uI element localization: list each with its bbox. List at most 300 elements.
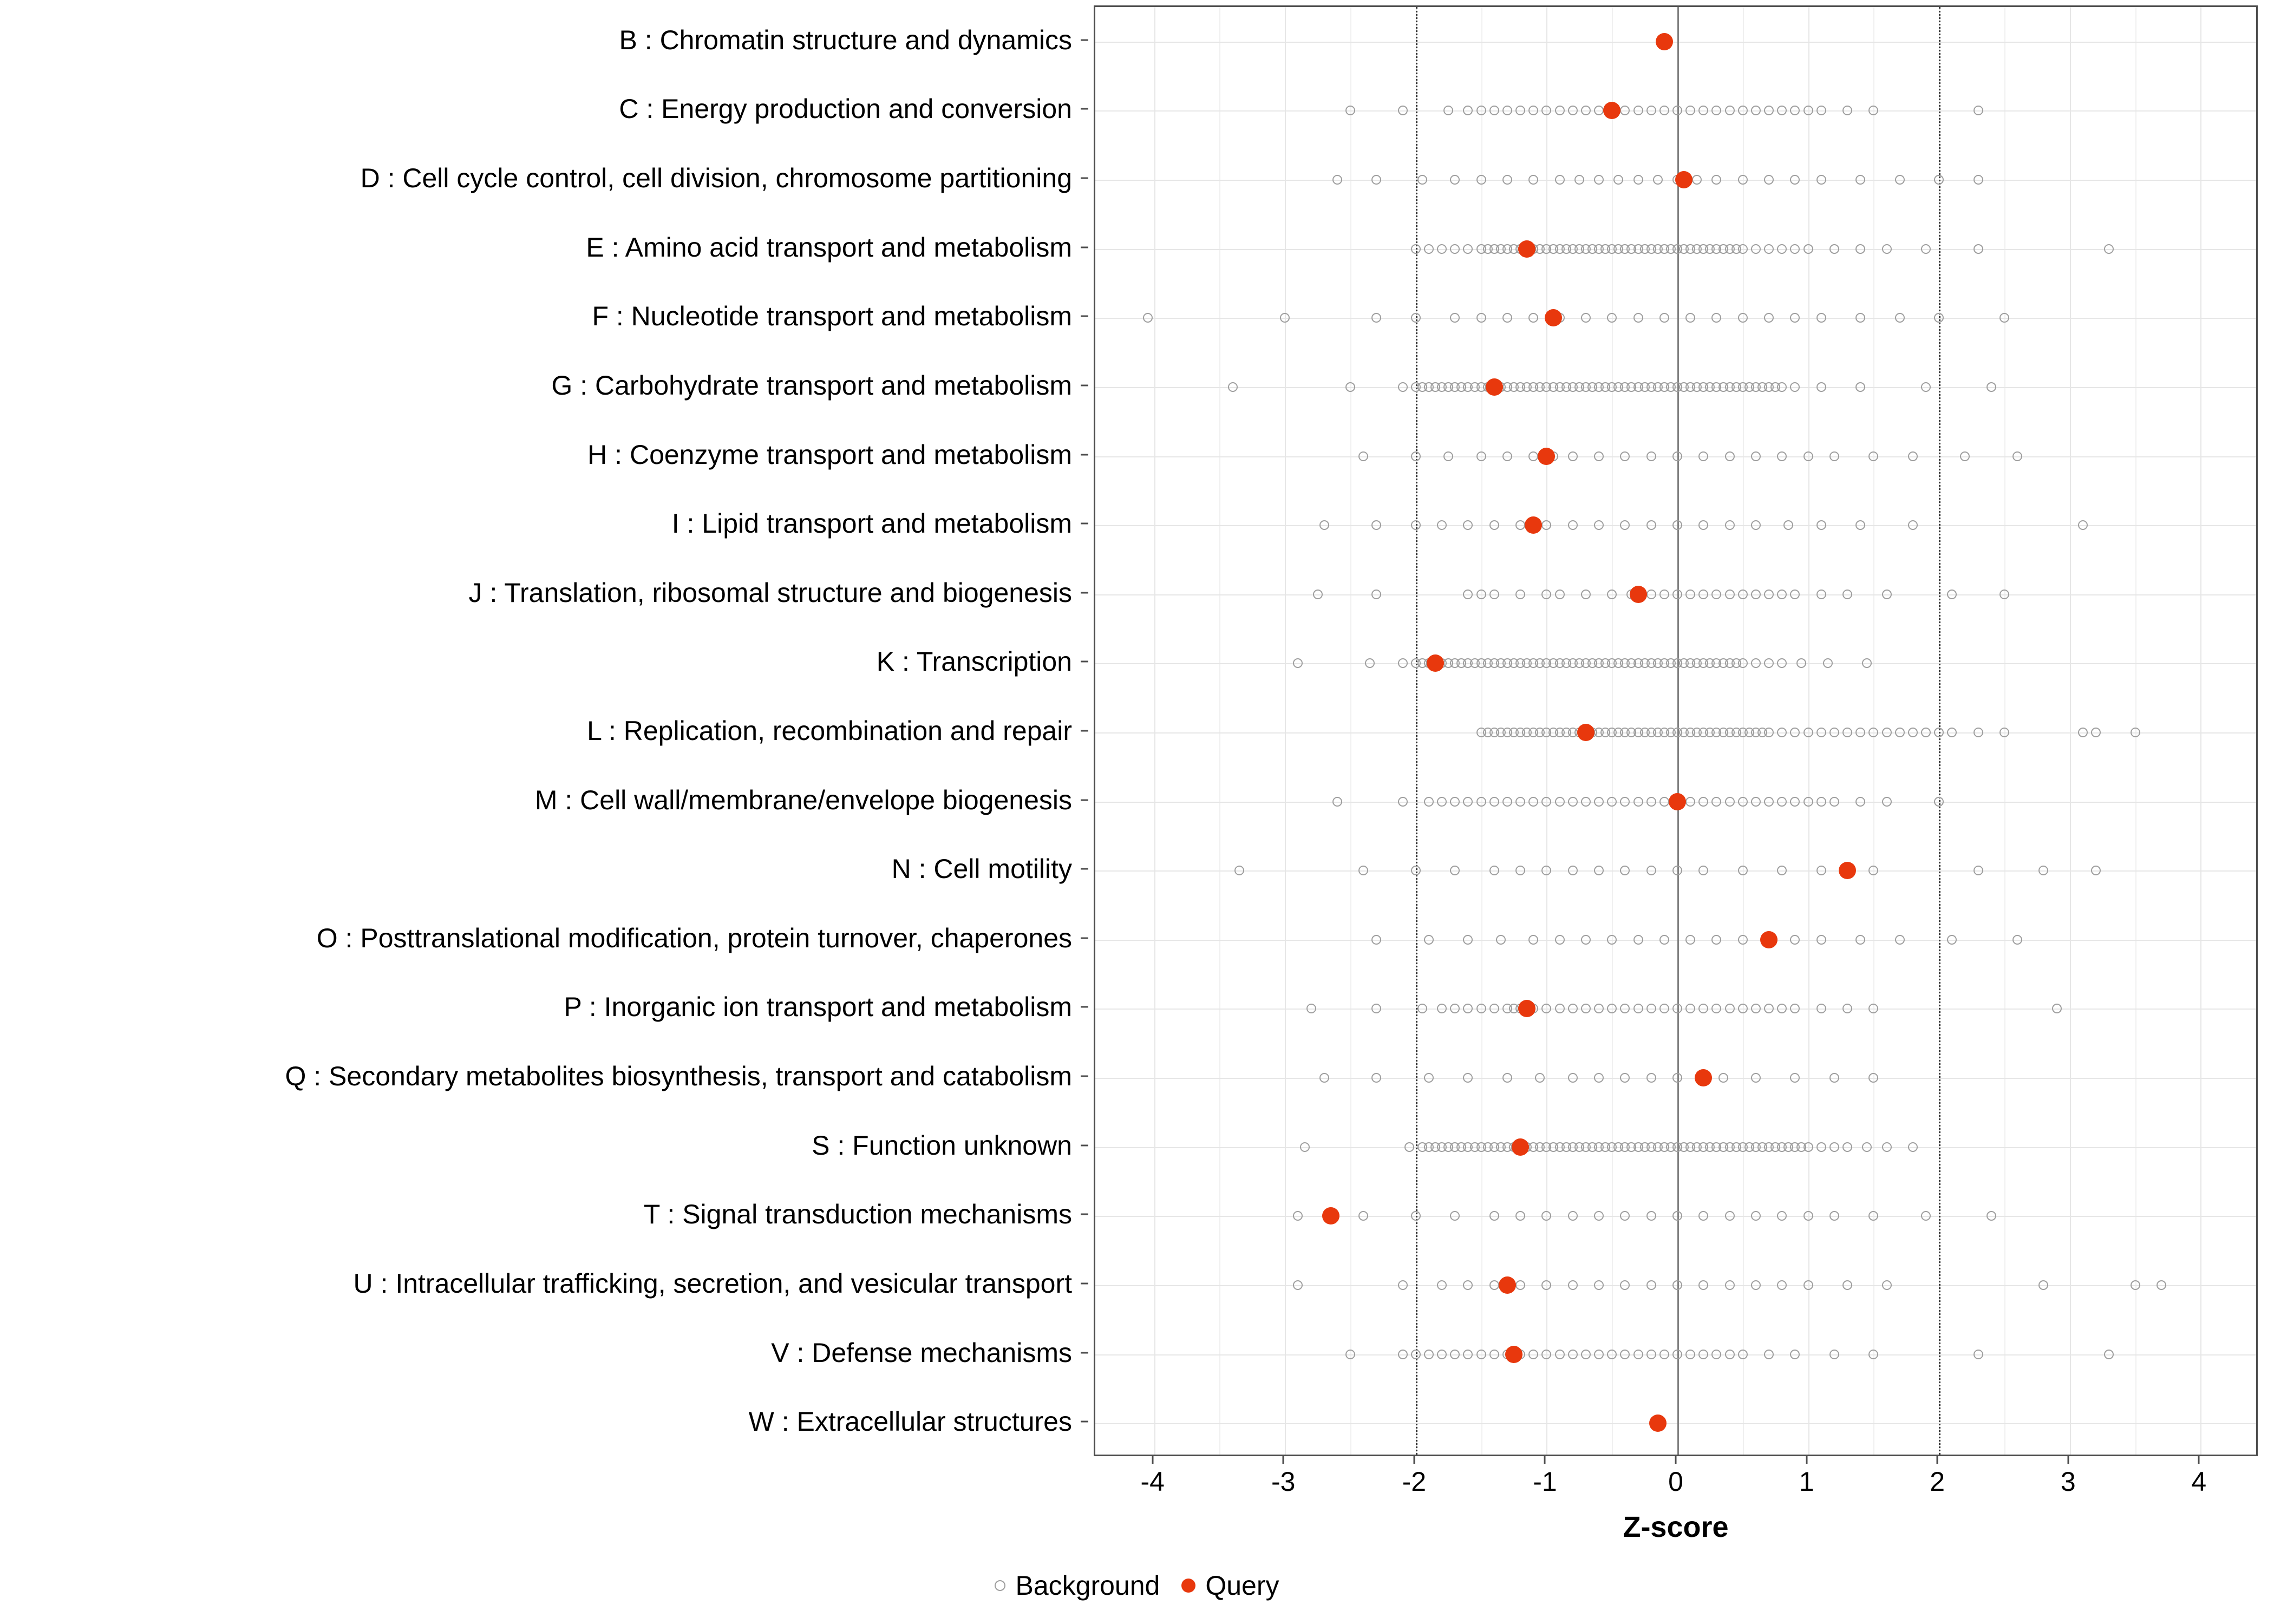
background-point — [1855, 244, 1865, 254]
background-point — [1855, 520, 1865, 530]
background-point — [1646, 797, 1656, 807]
background-point — [1620, 866, 1630, 875]
background-point — [1568, 1280, 1578, 1290]
background-point — [1764, 244, 1774, 254]
background-point — [1398, 658, 1408, 668]
background-point — [1365, 658, 1375, 668]
background-point — [1515, 1280, 1525, 1290]
background-point — [1443, 106, 1453, 115]
y-axis-tick-mark — [1081, 523, 1088, 525]
background-point — [1999, 728, 2009, 737]
y-axis-tick-mark — [1081, 868, 1088, 870]
background-point — [1934, 728, 1944, 737]
background-point — [1633, 1004, 1643, 1013]
y-axis-tick-mark — [1081, 1352, 1088, 1353]
background-point — [1646, 1350, 1656, 1359]
background-point — [1463, 590, 1473, 599]
y-axis-tick-label: W : Extracellular structures — [748, 1406, 1072, 1437]
background-point — [1541, 1280, 1551, 1290]
background-point — [1868, 106, 1878, 115]
y-axis-tick-mark — [1081, 178, 1088, 179]
vertical-gridline — [1285, 7, 1286, 1455]
background-point — [1829, 1211, 1839, 1221]
background-point — [1568, 797, 1578, 807]
background-point — [1685, 935, 1695, 945]
background-point — [1790, 590, 1800, 599]
background-point — [1404, 1142, 1414, 1152]
query-point — [1518, 240, 1535, 258]
background-point — [1718, 1073, 1728, 1083]
background-point — [1371, 1073, 1381, 1083]
background-point — [1424, 797, 1434, 807]
y-axis-tick-mark — [1081, 661, 1088, 663]
background-point — [1842, 106, 1852, 115]
background-point — [1450, 1004, 1460, 1013]
background-point — [1751, 1280, 1761, 1290]
query-point — [1427, 654, 1444, 672]
background-point — [1646, 106, 1656, 115]
y-axis-tick-label: N : Cell motility — [891, 854, 1072, 885]
legend-label-query: Query — [1205, 1570, 1279, 1601]
background-point — [1489, 106, 1499, 115]
background-point — [1908, 451, 1918, 461]
background-point — [1293, 1280, 1303, 1290]
y-axis-tick-label: L : Replication, recombination and repair — [587, 716, 1072, 746]
background-point — [1685, 313, 1695, 323]
background-point — [1790, 935, 1800, 945]
y-axis-tick-label: I : Lipid transport and metabolism — [671, 508, 1072, 539]
background-point — [1974, 728, 1983, 737]
background-point — [1398, 382, 1408, 392]
background-point — [1502, 106, 1512, 115]
background-point — [2157, 1280, 2166, 1290]
background-point — [1659, 797, 1669, 807]
background-point — [1868, 1073, 1878, 1083]
y-axis-tick-label: P : Inorganic ion transport and metabolism — [564, 992, 1072, 1023]
y-axis-tick-mark — [1081, 799, 1088, 801]
background-point — [1633, 797, 1643, 807]
background-point — [1751, 797, 1761, 807]
background-point — [1947, 728, 1957, 737]
background-point — [1620, 1004, 1630, 1013]
x-axis-tick-label: 0 — [1668, 1466, 1683, 1497]
query-point — [1669, 793, 1686, 810]
background-point — [1463, 1280, 1473, 1290]
background-point — [1803, 1142, 1813, 1152]
background-point — [1528, 1350, 1538, 1359]
background-point — [1895, 935, 1905, 945]
background-point — [1313, 590, 1323, 599]
background-point — [1738, 935, 1748, 945]
background-point — [1463, 935, 1473, 945]
background-point — [1829, 797, 1839, 807]
y-axis-tick-label: T : Signal transduction mechanisms — [643, 1199, 1072, 1230]
background-point — [2038, 866, 2048, 875]
y-axis-tick-mark — [1081, 454, 1088, 455]
background-point — [1698, 1350, 1708, 1359]
background-point — [1947, 935, 1957, 945]
query-point — [1603, 102, 1620, 119]
y-axis-tick-mark — [1081, 1006, 1088, 1008]
query-point — [1518, 1000, 1535, 1017]
background-point — [1816, 520, 1826, 530]
background-point — [1398, 1350, 1408, 1359]
background-point — [1613, 175, 1623, 185]
background-point — [1515, 1211, 1525, 1221]
background-point — [1450, 1211, 1460, 1221]
vertical-gridline — [1154, 7, 1155, 1455]
background-point — [1862, 658, 1872, 668]
background-point — [1672, 1004, 1682, 1013]
background-point — [1751, 590, 1761, 599]
horizontal-gridline — [1095, 318, 2256, 319]
background-point — [1319, 520, 1329, 530]
y-axis-tick-label: E : Amino acid transport and metabolism — [586, 232, 1072, 263]
background-point — [1816, 866, 1826, 875]
background-point — [1633, 106, 1643, 115]
background-point — [1489, 866, 1499, 875]
background-point — [1868, 1211, 1878, 1221]
x-axis-tick-mark — [1152, 1456, 1153, 1464]
background-point — [1594, 1211, 1604, 1221]
background-point — [1411, 1350, 1421, 1359]
background-point — [1816, 590, 1826, 599]
background-point — [1437, 1280, 1447, 1290]
query-point — [1505, 1346, 1522, 1363]
background-point — [1816, 175, 1826, 185]
background-point — [1541, 520, 1551, 530]
background-point — [1633, 935, 1643, 945]
x-axis-tick-label: 3 — [2060, 1466, 2076, 1497]
background-point — [1698, 1004, 1708, 1013]
background-point — [1816, 106, 1826, 115]
background-point — [1424, 1350, 1434, 1359]
background-point — [1476, 590, 1486, 599]
background-point — [1738, 590, 1748, 599]
background-point — [1371, 520, 1381, 530]
background-point — [1672, 866, 1682, 875]
background-point — [1934, 797, 1944, 807]
background-point — [1882, 1142, 1892, 1152]
background-point — [1882, 244, 1892, 254]
y-axis-tick-label: F : Nucleotide transport and metabolism — [592, 301, 1072, 332]
background-point — [1646, 1211, 1656, 1221]
background-point — [1790, 797, 1800, 807]
y-axis-tick-mark — [1081, 1282, 1088, 1284]
background-point — [1751, 244, 1761, 254]
query-point — [1656, 33, 1673, 50]
y-axis-tick-mark — [1081, 592, 1088, 593]
x-axis-tick-label: -4 — [1140, 1466, 1165, 1497]
background-point — [1646, 1280, 1656, 1290]
background-point — [1803, 1280, 1813, 1290]
background-point — [1502, 1073, 1512, 1083]
background-point — [1515, 520, 1525, 530]
query-point — [1760, 931, 1778, 948]
background-point — [1411, 866, 1421, 875]
y-axis-tick-label: S : Function unknown — [812, 1130, 1072, 1161]
background-point — [1528, 175, 1538, 185]
background-point — [1541, 590, 1551, 599]
background-point — [1594, 1350, 1604, 1359]
background-point — [1581, 106, 1591, 115]
background-point — [1855, 175, 1865, 185]
background-point — [1711, 175, 1721, 185]
background-point — [1515, 866, 1525, 875]
background-point — [1371, 935, 1381, 945]
reference-line--2 — [1416, 7, 1417, 1455]
background-point — [1293, 658, 1303, 668]
background-point — [1895, 728, 1905, 737]
background-point — [1672, 451, 1682, 461]
background-point — [1568, 866, 1578, 875]
x-axis-tick-label: -3 — [1271, 1466, 1296, 1497]
background-point — [1974, 866, 1983, 875]
background-point — [1738, 797, 1748, 807]
background-point — [1653, 175, 1663, 185]
background-point — [1751, 1004, 1761, 1013]
background-point — [1790, 1350, 1800, 1359]
background-point — [1594, 1073, 1604, 1083]
background-point — [1698, 866, 1708, 875]
background-point — [1790, 175, 1800, 185]
background-point — [1777, 1004, 1787, 1013]
query-point — [1839, 862, 1856, 879]
legend — [0, 1570, 2274, 1601]
background-point — [1398, 106, 1408, 115]
background-point — [1764, 106, 1774, 115]
background-point — [1711, 935, 1721, 945]
background-point — [1842, 1004, 1852, 1013]
background-point — [1816, 728, 1826, 737]
background-point — [1411, 313, 1421, 323]
y-axis-tick-label: G : Carbohydrate transport and metabolism — [551, 370, 1072, 401]
query-point — [1538, 448, 1555, 465]
background-point — [1646, 1073, 1656, 1083]
background-point — [1790, 382, 1800, 392]
background-point — [1816, 1004, 1826, 1013]
background-point — [1777, 866, 1787, 875]
background-point — [1868, 451, 1878, 461]
y-axis-tick-label: D : Cell cycle control, cell division, chromosome partitioning — [360, 163, 1072, 194]
background-point — [1332, 175, 1342, 185]
query-point — [1649, 1415, 1667, 1432]
background-point — [1711, 313, 1721, 323]
background-point — [1594, 866, 1604, 875]
background-point — [1751, 658, 1761, 668]
background-point — [1882, 1280, 1892, 1290]
background-point — [1345, 382, 1355, 392]
background-point — [1620, 1350, 1630, 1359]
background-point — [1437, 520, 1447, 530]
background-point — [1803, 244, 1813, 254]
background-point — [1332, 797, 1342, 807]
background-point — [1581, 1004, 1591, 1013]
y-axis-tick-mark — [1081, 1076, 1088, 1077]
background-point — [1371, 1004, 1381, 1013]
background-point — [1738, 658, 1748, 668]
background-point — [1960, 451, 1970, 461]
background-point — [1842, 1142, 1852, 1152]
background-point — [1855, 935, 1865, 945]
background-point — [1633, 313, 1643, 323]
background-point — [1908, 728, 1918, 737]
plot-panel — [1094, 5, 2258, 1456]
background-point — [1829, 1350, 1839, 1359]
background-point — [1450, 1350, 1460, 1359]
background-point — [1620, 1280, 1630, 1290]
legend-item-background — [995, 1570, 1160, 1601]
background-point — [1777, 1280, 1787, 1290]
background-point — [2104, 244, 2114, 254]
background-point — [1725, 797, 1735, 807]
background-point — [1751, 1211, 1761, 1221]
background-point — [1489, 520, 1499, 530]
background-point — [1496, 935, 1506, 945]
background-point — [1555, 935, 1565, 945]
background-point — [1463, 106, 1473, 115]
background-point — [1803, 1211, 1813, 1221]
background-point — [1443, 451, 1453, 461]
background-point — [1855, 797, 1865, 807]
background-point — [1725, 1280, 1735, 1290]
x-axis-tick-mark — [2198, 1456, 2200, 1464]
background-point — [1607, 1004, 1617, 1013]
background-point — [1659, 590, 1669, 599]
background-point — [1790, 244, 1800, 254]
y-axis-tick-mark — [1081, 384, 1088, 386]
query-point — [1695, 1069, 1712, 1086]
background-point — [1489, 1280, 1499, 1290]
background-point — [1711, 1350, 1721, 1359]
background-point — [1999, 590, 2009, 599]
background-point — [1306, 1004, 1316, 1013]
y-axis-tick-mark — [1081, 108, 1088, 110]
background-point — [1698, 1211, 1708, 1221]
background-point — [1711, 590, 1721, 599]
background-point — [1816, 797, 1826, 807]
background-point — [2104, 1350, 2114, 1359]
background-point — [1685, 106, 1695, 115]
background-point — [1437, 1004, 1447, 1013]
x-axis-title: Z-score — [1623, 1511, 1729, 1543]
background-point — [2078, 520, 2088, 530]
background-point — [1437, 244, 1447, 254]
query-point — [1675, 171, 1693, 188]
background-point — [1672, 520, 1682, 530]
background-point — [1672, 1211, 1682, 1221]
y-axis-tick-mark — [1081, 937, 1088, 939]
x-axis-tick-mark — [1806, 1456, 1807, 1464]
background-point — [1541, 106, 1551, 115]
background-point — [1568, 1073, 1578, 1083]
background-point — [1777, 106, 1787, 115]
background-point — [1568, 1211, 1578, 1221]
background-point — [1633, 175, 1643, 185]
y-axis-tick-label: O : Posttranslational modification, protein turnover, chaperones — [316, 922, 1072, 953]
query-point — [1545, 309, 1562, 326]
background-point — [1803, 451, 1813, 461]
x-axis-tick-mark — [2067, 1456, 2069, 1464]
background-point — [1711, 106, 1721, 115]
background-point — [1476, 1350, 1486, 1359]
background-point — [1659, 313, 1669, 323]
background-point — [1541, 797, 1551, 807]
x-axis-tick-mark — [1675, 1456, 1677, 1464]
background-point — [1895, 175, 1905, 185]
background-point — [1764, 175, 1774, 185]
background-point — [1855, 728, 1865, 737]
background-point — [1411, 451, 1421, 461]
background-point — [1607, 935, 1617, 945]
background-marker-icon — [995, 1580, 1005, 1591]
background-point — [1450, 866, 1460, 875]
background-point — [1620, 1211, 1630, 1221]
background-point — [1489, 590, 1499, 599]
horizontal-gridline — [1095, 1423, 2256, 1424]
background-point — [1463, 797, 1473, 807]
background-point — [1594, 520, 1604, 530]
x-axis-tick-label: -2 — [1402, 1466, 1427, 1497]
background-point — [1751, 520, 1761, 530]
background-point — [1908, 1142, 1918, 1152]
background-point — [1594, 451, 1604, 461]
background-point — [1829, 728, 1839, 737]
background-point — [1411, 520, 1421, 530]
background-point — [1515, 590, 1525, 599]
background-point — [1698, 106, 1708, 115]
background-point — [1659, 106, 1669, 115]
background-point — [1476, 797, 1486, 807]
background-point — [1711, 797, 1721, 807]
background-point — [1790, 1073, 1800, 1083]
background-point — [1234, 866, 1244, 875]
background-point — [1934, 313, 1944, 323]
background-point — [1437, 797, 1447, 807]
background-point — [1581, 935, 1591, 945]
background-point — [1476, 451, 1486, 461]
background-point — [1476, 106, 1486, 115]
background-point — [1921, 382, 1931, 392]
background-point — [1555, 1004, 1565, 1013]
background-point — [1868, 728, 1878, 737]
horizontal-gridline — [1095, 940, 2256, 941]
background-point — [1568, 1350, 1578, 1359]
background-point — [1528, 313, 1538, 323]
background-point — [1862, 1142, 1872, 1152]
background-point — [1803, 797, 1813, 807]
background-point — [1515, 797, 1525, 807]
background-point — [1620, 451, 1630, 461]
background-point — [1882, 797, 1892, 807]
vertical-gridline-minor — [1219, 7, 1220, 1455]
background-point — [1581, 313, 1591, 323]
background-point — [2078, 728, 2088, 737]
background-point — [1489, 797, 1499, 807]
x-axis-tick-mark — [1544, 1456, 1546, 1464]
background-point — [1868, 1004, 1878, 1013]
background-point — [1358, 1211, 1368, 1221]
background-point — [1424, 1073, 1434, 1083]
background-point — [1607, 313, 1617, 323]
background-point — [1685, 590, 1695, 599]
background-point — [1620, 520, 1630, 530]
background-point — [1764, 797, 1774, 807]
background-point — [1947, 590, 1957, 599]
legend-item-query — [1181, 1570, 1279, 1601]
background-point — [1594, 797, 1604, 807]
background-point — [1541, 1211, 1551, 1221]
